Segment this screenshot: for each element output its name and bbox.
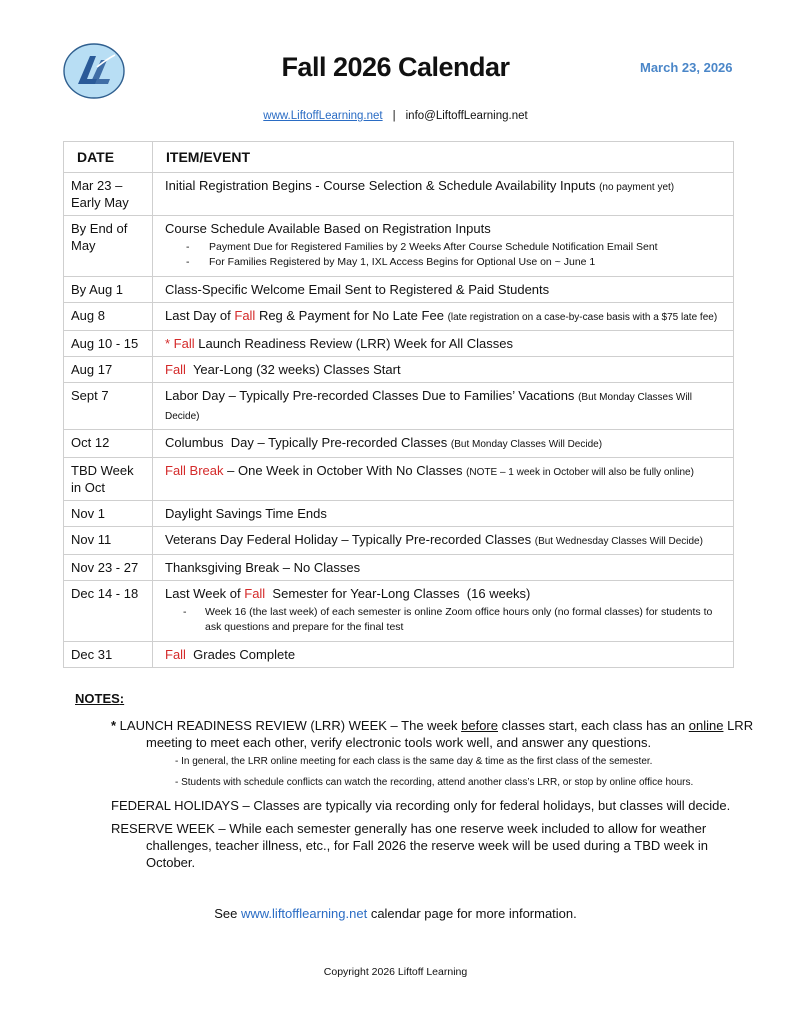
lrr-bullets	[175, 755, 755, 790]
list-item: - For Families Registered by May 1, IXL Access Begins for Optional Use on ~ June 1	[165, 255, 727, 270]
fall-label: Fall	[165, 362, 186, 377]
item-column-header: ITEM/EVENT	[153, 142, 734, 173]
event-line	[165, 585, 727, 602]
table-row	[64, 527, 734, 555]
row-event	[153, 173, 734, 216]
event-subitems	[165, 240, 727, 270]
event-text: Reg & Payment for No Late Fee	[255, 308, 444, 323]
calendar-table	[63, 141, 734, 668]
event-text: – One Week in October With No Classes	[223, 463, 463, 478]
list-item: - Week 16 (the last week) of each semester is online Zoom office hours only (no formal classes) for students to ask questions and prepare for the final test	[165, 605, 727, 635]
notes-heading-colon: :	[119, 691, 125, 706]
fall-label: Fall Break	[165, 463, 224, 478]
table-row	[64, 581, 734, 642]
contact-line	[0, 110, 791, 122]
event-text: Year-Long (32 weeks) Classes Start	[185, 362, 401, 377]
table-row	[64, 430, 734, 458]
fall-label: Fall	[234, 308, 256, 323]
see-post: calendar page for more information.	[367, 906, 577, 921]
row-event	[153, 331, 734, 357]
event-prefix: Last Day of	[165, 308, 235, 323]
row-date: Nov 23 - 27	[64, 555, 153, 581]
copyright: Copyright 2026 Liftoff Learning	[323, 966, 468, 978]
document-date: March 23, 2026	[640, 60, 733, 75]
row-date: Sept 7	[64, 383, 153, 430]
row-event	[153, 581, 734, 642]
table-row	[64, 555, 734, 581]
lrr-bullet: - Students with schedule conflicts can watch the recording, attend another class’s LRR, or stop by online office hours.	[175, 777, 694, 788]
event-line	[165, 177, 727, 196]
event-line	[165, 281, 727, 298]
lrr-rest: LRR meeting to meet each other, verify electronic tools work well, and answer any questions.	[146, 718, 754, 750]
table-row	[64, 277, 734, 303]
event-text: Daylight Savings Time Ends	[165, 506, 327, 521]
event-line	[165, 434, 727, 453]
event-text: Labor Day – Typically Pre-recorded Classes Due to Families’ Vacations	[165, 388, 575, 403]
row-event	[153, 216, 734, 277]
notes-section	[75, 690, 755, 875]
row-date: Nov 11	[64, 527, 153, 555]
website-link[interactable]: www.LiftoffLearning.net	[263, 110, 383, 122]
row-date: Dec 31	[64, 642, 153, 668]
row-date: Aug 8	[64, 303, 153, 331]
note-federal-holidays	[75, 797, 755, 814]
see-pre: See	[214, 906, 241, 921]
row-date: Mar 23 – Early May	[64, 173, 153, 216]
reserve-week-text: RESERVE WEEK – While each semester generally has one reserve week included to allow for weather challenges, teacher illness, etc., for Fall 2026 the reserve week will be used during a TBD week in October.	[111, 821, 708, 870]
lrr-before: before	[461, 718, 498, 733]
row-event	[153, 430, 734, 458]
event-line	[165, 220, 727, 237]
fall-label: Fall	[244, 586, 266, 601]
notes-heading	[75, 690, 755, 707]
table-row	[64, 501, 734, 527]
calendar-rows	[64, 173, 734, 668]
event-line	[165, 559, 727, 576]
table-row	[64, 331, 734, 357]
table-row	[64, 216, 734, 277]
date-column-header: DATE	[64, 142, 153, 173]
row-date: Oct 12	[64, 430, 153, 458]
event-text: Initial Registration Begins - Course Selection & Schedule Availability Inputs	[165, 178, 596, 193]
row-event	[153, 277, 734, 303]
row-date: TBD Week in Oct	[64, 458, 153, 501]
see-website-link[interactable]: www.liftofflearning.net	[240, 906, 368, 921]
event-note: (But Monday Classes Will Decide)	[165, 392, 695, 422]
row-date: Nov 1	[64, 501, 153, 527]
lrr-star: *	[111, 718, 120, 733]
row-event	[153, 458, 734, 501]
fall-label: Fall	[165, 647, 186, 662]
table-row	[64, 357, 734, 383]
event-line	[165, 505, 727, 522]
row-date: Aug 10 - 15	[64, 331, 153, 357]
lrr-mid: classes start, each class has an	[498, 718, 689, 733]
event-line	[165, 531, 727, 550]
event-line	[165, 335, 727, 352]
row-event	[153, 555, 734, 581]
contact-separator: |	[392, 110, 396, 122]
email-address: info@LiftoffLearning.net	[405, 110, 528, 122]
row-event	[153, 527, 734, 555]
see-more-line	[0, 906, 791, 921]
row-event	[153, 383, 734, 430]
event-note: (no payment yet)	[599, 182, 675, 193]
lrr-online: online	[688, 718, 724, 733]
event-text: Thanksgiving Break – No Classes	[165, 560, 361, 575]
row-event	[153, 357, 734, 383]
row-date: Dec 14 - 18	[64, 581, 153, 642]
page-title: Fall 2026 Calendar	[281, 52, 510, 82]
federal-holidays-text: FEDERAL HOLIDAYS – Classes are typically via recording only for federal holidays, but classes will decide.	[111, 798, 731, 813]
event-text: Course Schedule Available Based on Registration Inputs	[165, 221, 491, 236]
event-line	[165, 462, 727, 481]
list-item: - Payment Due for Registered Families by 2 Weeks After Course Schedule Notification Email Sent	[165, 240, 727, 255]
event-note: (late registration on a case-by-case basis with a $75 late fee)	[447, 312, 718, 323]
event-text: Launch Readiness Review (LRR) Week for All Classes	[194, 336, 514, 351]
row-event	[153, 501, 734, 527]
event-line	[165, 307, 727, 326]
table-header-row	[64, 142, 734, 173]
notes-heading-text: NOTES	[75, 691, 120, 706]
row-date: By Aug 1	[64, 277, 153, 303]
event-note: (NOTE – 1 week in October will also be fully online)	[466, 467, 694, 478]
event-line	[165, 646, 727, 663]
event-text: Grades Complete	[185, 647, 296, 662]
event-text: Semester for Year-Long Classes (16 weeks)	[265, 586, 531, 601]
event-line	[165, 387, 727, 425]
event-note: (But Wednesday Classes Will Decide)	[534, 536, 703, 547]
table-row	[64, 458, 734, 501]
note-lrr-text	[111, 717, 755, 751]
table-row	[64, 642, 734, 668]
event-text: Columbus Day – Typically Pre-recorded Classes	[165, 435, 448, 450]
table-row	[64, 303, 734, 331]
note-lrr	[75, 717, 755, 790]
row-date: Aug 17	[64, 357, 153, 383]
row-event	[153, 642, 734, 668]
note-reserve-week	[75, 820, 755, 871]
lrr-title: LAUNCH READINESS REVIEW (LRR) WEEK – The week	[119, 718, 462, 733]
row-date: By End of May	[64, 216, 153, 277]
event-text: Veterans Day Federal Holiday – Typically Pre-recorded Classes	[165, 532, 532, 547]
event-subitems	[165, 605, 727, 635]
event-prefix: Last Week of	[165, 586, 245, 601]
event-note: (But Monday Classes Will Decide)	[450, 439, 603, 450]
fall-label: * Fall	[165, 336, 195, 351]
event-line	[165, 361, 727, 378]
row-event	[153, 303, 734, 331]
event-text: Class-Specific Welcome Email Sent to Registered & Paid Students	[165, 282, 550, 297]
table-row	[64, 173, 734, 216]
table-row	[64, 383, 734, 430]
lrr-bullet: - In general, the LRR online meeting for each class is the same day & time as the first class of the semester.	[175, 756, 653, 767]
